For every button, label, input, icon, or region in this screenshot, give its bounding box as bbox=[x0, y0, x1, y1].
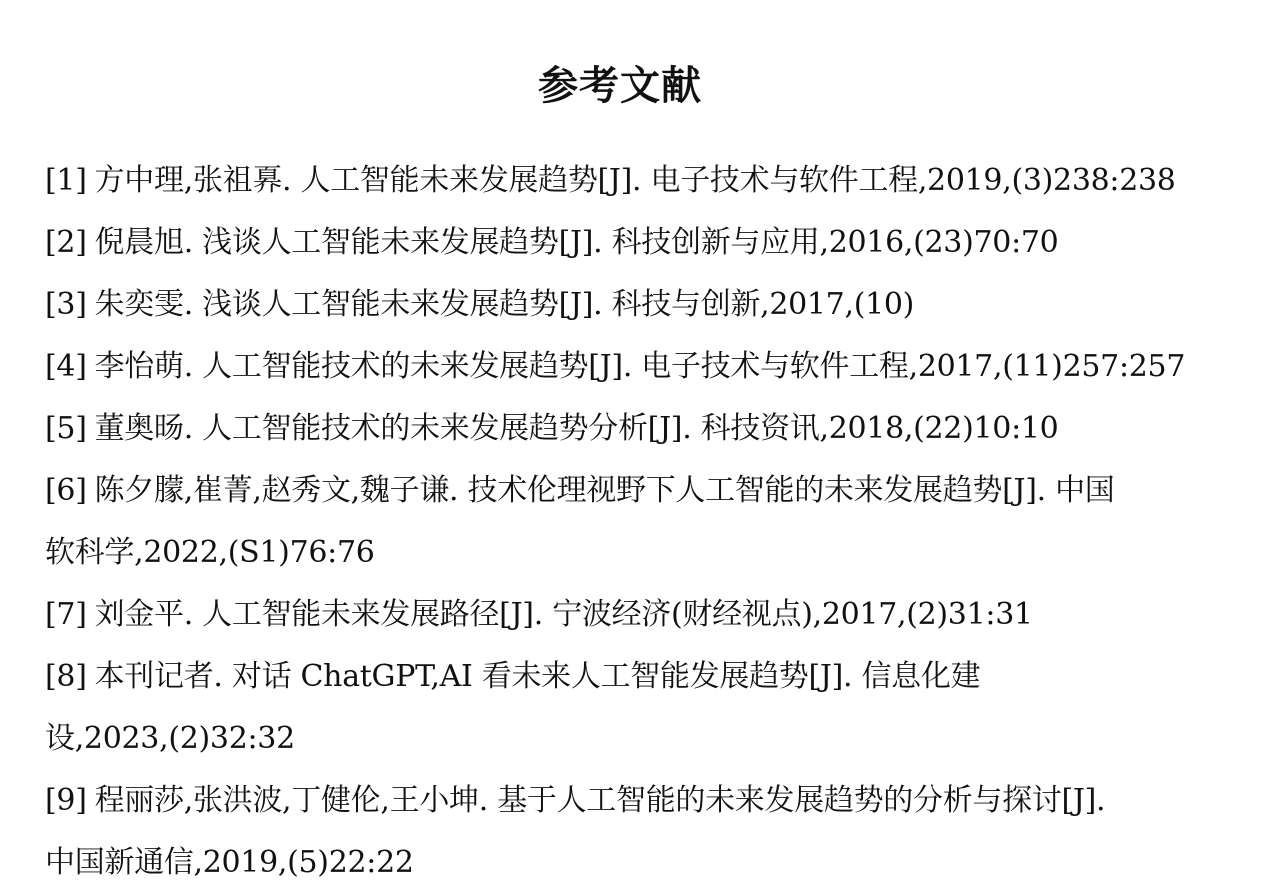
reference-item-4 bbox=[45, 336, 1255, 398]
reference-text: 程丽莎,张洪波,丁健伦,王小坤. 基于人工智能的未来发展趋势的分析与探讨[J]. bbox=[94, 783, 1106, 818]
reference-text: 董奥旸. 人工智能技术的未来发展趋势分析[J]. 科技资讯,2018,(22)10:10 bbox=[94, 411, 1059, 446]
reference-item-9 bbox=[45, 770, 1255, 832]
reference-item-6 bbox=[45, 460, 1255, 522]
reference-number: [3] bbox=[45, 287, 87, 322]
reference-number: [4] bbox=[45, 349, 87, 384]
reference-item-2 bbox=[45, 212, 1255, 274]
reference-number: [8] bbox=[45, 659, 87, 694]
reference-text: 李怡萌. 人工智能技术的未来发展趋势[J]. 电子技术与软件工程,2017,(11)257:257 bbox=[94, 349, 1186, 384]
reference-text: 本刊记者. 对话 ChatGPT,AI 看未来人工智能发展趋势[J]. 信息化建 bbox=[94, 659, 981, 694]
reference-text: 朱奕雯. 浅谈人工智能未来发展趋势[J]. 科技与创新,2017,(10) bbox=[94, 287, 915, 322]
reference-text: 陈夕朦,崔菁,赵秀文,魏子谦. 技术伦理视野下人工智能的未来发展趋势[J]. 中国 bbox=[94, 473, 1115, 508]
reference-item-7 bbox=[45, 584, 1255, 646]
reference-number: [5] bbox=[45, 411, 87, 446]
reference-item-8 bbox=[45, 646, 1255, 708]
reference-item-1 bbox=[45, 150, 1255, 212]
reference-item-5 bbox=[45, 398, 1255, 460]
page-title: 参考文献 bbox=[538, 63, 702, 109]
reference-list bbox=[45, 150, 1255, 894]
reference-number: [6] bbox=[45, 473, 87, 508]
reference-text: 刘金平. 人工智能未来发展路径[J]. 宁波经济(财经视点),2017,(2)31:31 bbox=[94, 597, 1033, 632]
reference-item-9-continuation: 中国新通信,2019,(5)22:22 bbox=[45, 845, 414, 880]
reference-number: [7] bbox=[45, 597, 87, 632]
reference-item-6-continuation: 软科学,2022,(S1)76:76 bbox=[45, 535, 375, 570]
reference-number: [1] bbox=[45, 163, 87, 198]
reference-number: [9] bbox=[45, 783, 87, 818]
reference-number: [2] bbox=[45, 225, 87, 260]
reference-item-8-continuation: 设,2023,(2)32:32 bbox=[45, 721, 295, 756]
reference-text: 倪晨旭. 浅谈人工智能未来发展趋势[J]. 科技创新与应用,2016,(23)70:70 bbox=[94, 225, 1059, 260]
reference-item-3 bbox=[45, 274, 1255, 336]
reference-text: 方中理,张祖奡. 人工智能未来发展趋势[J]. 电子技术与软件工程,2019,(3)238:238 bbox=[94, 163, 1176, 198]
